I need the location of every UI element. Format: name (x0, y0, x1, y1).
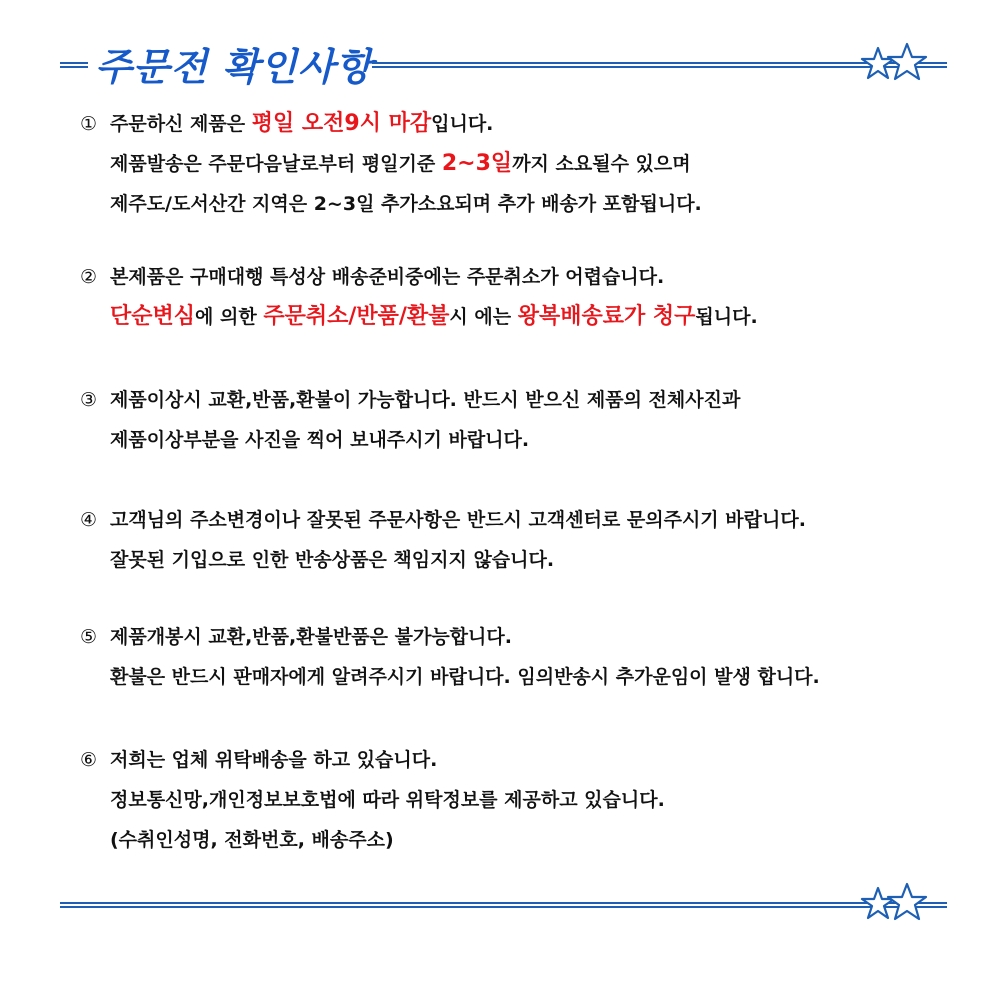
notice-text: 환불은 반드시 판매자에게 알려주시기 바랍니다. 임의반송시 추가운임이 발생 합니다. (110, 666, 820, 688)
item-number: ④ (80, 509, 98, 531)
notice-text: 제품이상시 교환,반품,환불이 가능합니다. 반드시 받으신 제품의 전체사진과 (110, 389, 741, 411)
notice-text: 까지 소요될수 있으며 (512, 153, 691, 175)
page-footer (0, 880, 1000, 940)
notice-text: 제품개봉시 교환,반품,환불반품은 불가능합니다. (110, 626, 512, 648)
notice-section-2 (80, 265, 980, 349)
notice-text: (수취인성명, 전화번호, 배송주소) (110, 829, 394, 851)
item-number: ② (80, 266, 98, 288)
notice-text: 입니다. (431, 113, 494, 135)
item-number: ⑤ (80, 626, 98, 648)
notice-text: 저희는 업체 위탁배송을 하고 있습니다. (110, 749, 438, 771)
notice-section-3 (80, 388, 980, 468)
item-number: ① (80, 113, 98, 135)
notice-line (80, 625, 980, 665)
highlight-text: 왕복배송료가 청구 (517, 304, 696, 329)
header-rule-left (60, 62, 88, 68)
notice-text: 잘못된 기입으로 인한 반송상품은 책임지지 않습니다. (110, 549, 555, 571)
highlight-text: 주문취소/반품/환불 (263, 304, 450, 329)
notice-line (80, 665, 980, 705)
notice-line (80, 748, 980, 788)
notice-line (80, 112, 980, 152)
notice-text: 시 에는 (449, 306, 518, 328)
highlight-text: 단순변심 (110, 304, 196, 329)
notice-text: 제주도/도서산간 지역은 2~3일 추가소요되며 추가 배송가 포함됩니다. (110, 193, 702, 215)
stars-icon (860, 42, 930, 88)
notice-line (80, 548, 980, 588)
stars-icon (860, 882, 930, 928)
notice-section-1 (80, 112, 980, 232)
page-title: 주문전 확인사항 (95, 45, 374, 89)
notice-section-6 (80, 748, 980, 868)
notice-text: 에 의한 (195, 306, 264, 328)
page-header (0, 30, 1000, 110)
notice-line (80, 508, 980, 548)
notice-section-5 (80, 625, 980, 705)
item-number: ③ (80, 389, 98, 411)
notice-text: 제품이상부분을 사진을 찍어 보내주시기 바랍니다. (110, 429, 530, 451)
notice-text: 본제품은 구매대행 특성상 배송준비중에는 주문취소가 어렵습니다. (110, 266, 665, 288)
notice-line (80, 428, 980, 468)
notice-line (80, 265, 980, 305)
notice-line (80, 828, 980, 868)
notice-line (80, 388, 980, 428)
highlight-text: 2~3일 (441, 151, 513, 176)
notice-line (80, 788, 980, 828)
notice-text: 주문하신 제품은 (110, 113, 252, 135)
notice-line (80, 192, 980, 232)
notice-text: 됩니다. (695, 306, 758, 328)
notice-section-4 (80, 508, 980, 588)
notice-line (80, 305, 980, 349)
notice-text: 정보통신망,개인정보보호법에 따라 위탁정보를 제공하고 있습니다. (110, 789, 665, 811)
item-number: ⑥ (80, 749, 98, 771)
footer-rule (60, 902, 947, 908)
notice-text: 제품발송은 주문다음날로부터 평일기준 (110, 153, 442, 175)
notice-text: 고객님의 주소변경이나 잘못된 주문사항은 반드시 고객센터로 문의주시기 바랍니다. (110, 509, 806, 531)
highlight-text: 평일 오전9시 마감 (251, 111, 432, 136)
notice-line (80, 152, 980, 192)
